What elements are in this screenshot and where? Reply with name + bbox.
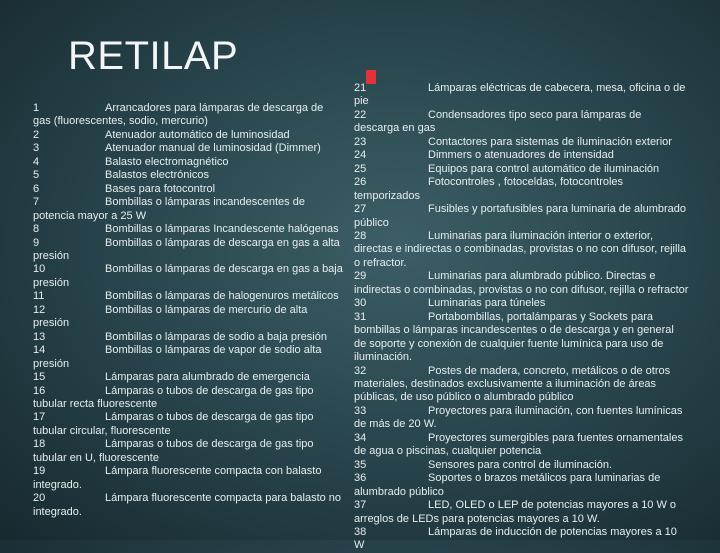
list-item: [33, 223, 343, 236]
slide-title: RETILAP: [68, 34, 239, 78]
item-number: 8: [33, 223, 40, 236]
list-item: [33, 183, 343, 196]
list-item: [33, 129, 343, 142]
item-number: 18: [33, 438, 46, 451]
item-number: 33: [354, 404, 367, 417]
item-text: Lámparas o tubos de descarga de gas tipo tubular en U, fluorescente: [33, 438, 314, 464]
item-text: Luminarias para alumbrado público. Directas e indirectas o combinadas, provistas o no con difusor, rejilla o refractor: [354, 270, 689, 296]
item-text: Lámpara fluorescente compacta con balasto integrado.: [33, 465, 322, 491]
item-text: Atenuador manual de luminosidad (Dimmer): [105, 142, 321, 155]
list-item: [33, 492, 343, 519]
left-column-list: [33, 102, 343, 519]
item-number: 20: [33, 492, 46, 505]
list-item: [354, 176, 689, 203]
list-item: [33, 156, 343, 169]
list-item: [33, 196, 343, 223]
item-text: Proyectores para iluminación, con fuentes lumínicas de más de 20 W.: [354, 404, 683, 431]
item-number: 25: [354, 162, 367, 175]
item-number: 1: [33, 102, 40, 114]
item-number: 10: [33, 263, 46, 276]
item-number: 34: [354, 431, 367, 444]
item-text: Lámparas o tubos de descarga de gas tipo tubular recta fluorescente: [33, 384, 314, 410]
item-number: 13: [33, 330, 46, 343]
item-text: Lámparas eléctricas de cabecera, mesa, oficina o de pie: [354, 82, 686, 108]
item-number: 15: [33, 371, 46, 384]
item-number: 31: [354, 310, 367, 323]
list-item: [354, 365, 689, 405]
item-text: Arrancadores para lámparas de descarga de gas (fluorescentes, sodio, mercurio): [33, 102, 324, 128]
item-text: Contactores para sistemas de iluminación exterior: [428, 135, 672, 148]
list-item: [354, 203, 689, 230]
list-item: [33, 411, 343, 438]
list-item: [33, 331, 343, 344]
list-item: [33, 169, 343, 182]
item-text: Sensores para control de iluminación.: [428, 458, 613, 471]
item-number: 23: [354, 135, 367, 148]
list-item: [33, 371, 343, 384]
list-item: [354, 432, 689, 459]
item-text: Bombillas o lámparas de halogenuros metálicos: [105, 290, 339, 303]
list-item: [33, 290, 343, 303]
item-number: 21: [354, 82, 367, 94]
item-text: Luminarias para túneles: [428, 297, 546, 310]
item-number: 24: [354, 149, 367, 162]
item-number: 14: [33, 344, 46, 357]
item-text: Lámparas para alumbrado de emergencia: [105, 371, 310, 384]
item-text: Bombillas o lámparas incandescentes de potencia mayor a 25 W: [33, 196, 305, 222]
item-text: Condensadores tipo seco para lámparas de descarga en gas: [354, 108, 642, 135]
item-text: Balastos electrónicos: [105, 169, 209, 182]
item-text: Lámparas o tubos de descarga de gas tipo tubular circular, fluorescente: [33, 411, 314, 437]
item-number: 28: [354, 229, 367, 242]
item-number: 38: [354, 525, 367, 538]
item-text: Bombillas o lámparas de descarga en gas a baja presión: [33, 263, 343, 289]
item-number: 2: [33, 128, 40, 141]
list-item: [354, 270, 689, 297]
list-item: [33, 263, 343, 290]
item-number: 26: [354, 176, 367, 189]
item-text: Fusibles y portafusibles para luminaria de alumbrado público: [354, 203, 687, 229]
item-number: 9: [33, 236, 40, 249]
list-item: [33, 102, 343, 129]
item-text: Luminarias para iluminación interior o exterior, directas e indirectas o combinadas, provistas o no con difusor, rejilla o refractor.: [354, 229, 687, 269]
right-column-list: [354, 82, 689, 553]
item-text: Fotocontroles , fotoceldas, fotocontroles temporizados: [354, 176, 624, 202]
list-item: [354, 82, 689, 109]
item-number: 7: [33, 196, 40, 209]
list-item: [354, 459, 689, 472]
item-text: Postes de madera, concreto, metálicos o de otros materiales, destinados exclusivamente a iluminación de áreas públicas, de uso público o alumbrado público: [354, 364, 671, 404]
list-item: [354, 472, 689, 499]
list-item: [33, 465, 343, 492]
item-text: Soportes o brazos metálicos para luminarias de alumbrado público: [354, 472, 661, 498]
list-item: [354, 163, 689, 176]
list-item: [354, 311, 689, 365]
list-item: [354, 109, 689, 136]
list-item: [354, 230, 689, 270]
list-item: [33, 304, 343, 331]
list-item: [33, 385, 343, 412]
item-number: 37: [354, 499, 367, 512]
item-number: 4: [33, 155, 40, 168]
item-text: Balasto electromagnético: [105, 155, 229, 168]
list-item: [354, 136, 689, 149]
item-text: Bombillas o lámparas de vapor de sodio alta presión: [33, 344, 322, 370]
item-number: 30: [354, 297, 367, 310]
item-number: 32: [354, 364, 367, 377]
list-item: [33, 237, 343, 264]
item-number: 27: [354, 203, 367, 216]
item-number: 16: [33, 384, 46, 397]
item-number: 3: [33, 142, 40, 155]
item-text: Atenuador automático de luminosidad: [105, 128, 290, 141]
item-number: 35: [354, 458, 367, 471]
list-item: [354, 499, 689, 526]
item-number: 17: [33, 411, 46, 424]
item-number: 6: [33, 182, 40, 195]
list-item: [354, 297, 689, 310]
item-text: Bombillas o lámparas de sodio a baja presión: [105, 330, 327, 343]
list-item: [354, 405, 689, 432]
list-item: [354, 149, 689, 162]
item-text: LED, OLED o LEP de potencias mayores a 10 W o arreglos de LEDs para potencias mayores a 10 W.: [354, 499, 677, 525]
item-text: Portabombillas, portalámparas y Sockets para bombillas o lámparas incandescentes o de descarga y en general de soporte y conexión de cualquier fuente lumínica para uso de iluminación.: [354, 310, 674, 364]
list-item: [354, 526, 689, 553]
item-number: 29: [354, 270, 367, 283]
item-text: Equipos para control automático de iluminación: [428, 162, 660, 175]
item-number: 11: [33, 290, 45, 303]
item-number: 19: [33, 465, 46, 478]
item-text: Dimmers o atenuadores de intensidad: [428, 149, 614, 162]
list-item: [33, 438, 343, 465]
item-text: Bombillas o lámparas Incandescente halógenas: [105, 223, 339, 236]
item-number: 5: [33, 169, 40, 182]
list-item: [33, 142, 343, 155]
item-text: Lámpara fluorescente compacta para balasto no integrado.: [33, 492, 342, 518]
item-number: 22: [354, 108, 367, 121]
list-item: [33, 344, 343, 371]
item-number: 12: [33, 303, 46, 316]
item-number: 36: [354, 472, 367, 485]
item-text: Lámparas de inducción de potencias mayores a 10 W: [354, 525, 677, 552]
item-text: Proyectores sumergibles para fuentes ornamentales de agua o piscinas, cualquier potencia: [354, 431, 683, 458]
item-text: Bases para fotocontrol: [105, 182, 216, 195]
item-text: Bombillas o lámparas de mercurio de alta presión: [33, 303, 308, 330]
item-text: Bombillas o lámparas de descarga en gas a alta presión: [33, 236, 340, 262]
